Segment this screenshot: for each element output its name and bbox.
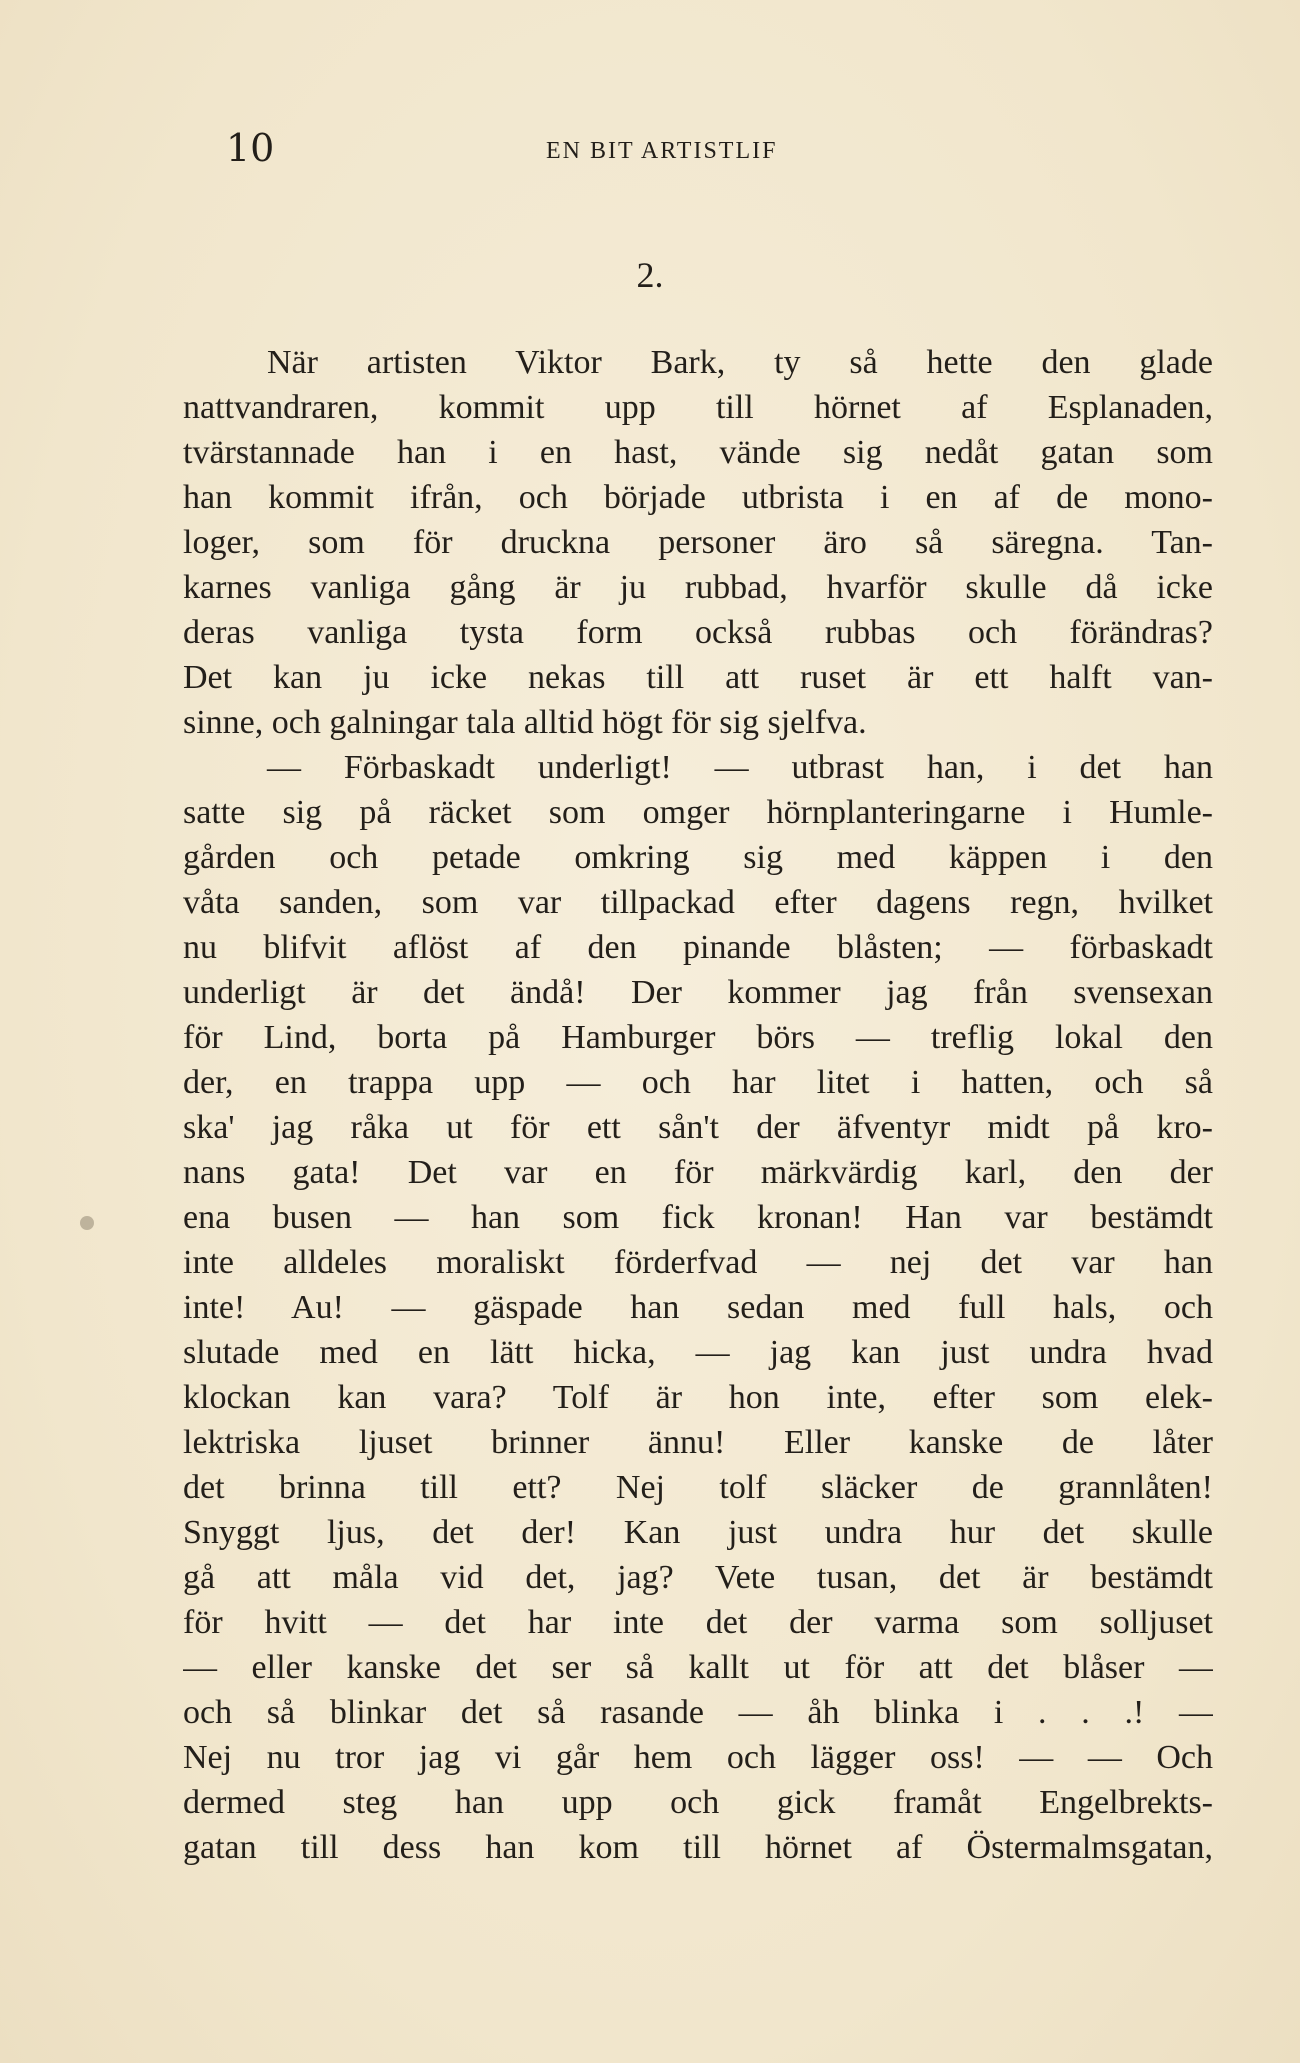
text-line: han kommit ifrån, och började utbrista i en af de mono- (183, 479, 1213, 516)
running-head (226, 118, 1226, 178)
text-line: klockan kan vara? Tolf är hon inte, efter som elek- (183, 1379, 1213, 1416)
text-line: När artisten Viktor Bark, ty så hette den glade (267, 344, 1213, 381)
body-text (183, 340, 1213, 1870)
text-line: gå att måla vid det, jag? Vete tusan, det är bestämdt (183, 1559, 1213, 1596)
text-line: underligt är det ändå! Der kommer jag från svensexan (183, 974, 1213, 1011)
text-line: det brinna till ett? Nej tolf släcker de grannlåten! (183, 1469, 1213, 1506)
text-line: — Förbaskadt underligt! — utbrast han, i det han (267, 749, 1213, 786)
page-number: 10 (226, 126, 275, 170)
text-line: dermed steg han upp och gick framåt Engelbrekts- (183, 1784, 1213, 1821)
text-line: nu blifvit aflöst af den pinande blåsten; — förbaskadt (183, 929, 1213, 966)
running-title: EN BIT ARTISTLIF (546, 138, 778, 164)
text-line: Nej nu tror jag vi går hem och lägger oss! — — Och (183, 1739, 1213, 1776)
text-line: karnes vanliga gång är ju rubbad, hvarför skulle då icke (183, 569, 1213, 606)
text-line: för Lind, borta på Hamburger börs — treflig lokal den (183, 1019, 1213, 1056)
text-line: för hvitt — det har inte det der varma som solljuset (183, 1604, 1213, 1641)
text-line: — eller kanske det ser så kallt ut för att det blåser — (183, 1649, 1213, 1686)
text-line: Det kan ju icke nekas till att ruset är ett halft van- (183, 659, 1213, 696)
text-line: gården och petade omkring sig med käppen i den (183, 839, 1213, 876)
section-number: 2. (636, 255, 664, 295)
text-line: inte! Au! — gäspade han sedan med full hals, och (183, 1289, 1213, 1326)
text-line: lektriska ljuset brinner ännu! Eller kanske de låter (183, 1424, 1213, 1461)
text-line: ena busen — han som fick kronan! Han var bestämdt (183, 1199, 1213, 1236)
text-line: nattvandraren, kommit upp till hörnet af Esplanaden, (183, 389, 1213, 426)
text-line: våta sanden, som var tillpackad efter dagens regn, hvilket (183, 884, 1213, 921)
text-line: tvärstannade han i en hast, vände sig nedåt gatan som (183, 434, 1213, 471)
text-line: slutade med en lätt hicka, — jag kan just undra hvad (183, 1334, 1213, 1371)
text-line: der, en trappa upp — och har litet i hatten, och så (183, 1064, 1213, 1101)
text-line: sinne, och galningar tala alltid högt för sig sjelfva. (183, 704, 867, 741)
text-line: satte sig på räcket som omger hörnplanteringarne i Humle- (183, 794, 1213, 831)
text-line: Snyggt ljus, det der! Kan just undra hur det skulle (183, 1514, 1213, 1551)
text-line: deras vanliga tysta form också rubbas och förändras? (183, 614, 1213, 651)
text-line: nans gata! Det var en för märkvärdig karl, den der (183, 1154, 1213, 1191)
margin-speck (80, 1216, 94, 1230)
text-line: ska' jag råka ut för ett sån't der äfventyr midt på kro- (183, 1109, 1213, 1146)
text-line: loger, som för druckna personer äro så säregna. Tan- (183, 524, 1213, 561)
text-line: och så blinkar det så rasande — åh blinka i . . .! — (183, 1694, 1213, 1731)
text-line: gatan till dess han kom till hörnet af Östermalmsgatan, (183, 1829, 1213, 1866)
text-line: inte alldeles moraliskt förderfvad — nej det var han (183, 1244, 1213, 1281)
